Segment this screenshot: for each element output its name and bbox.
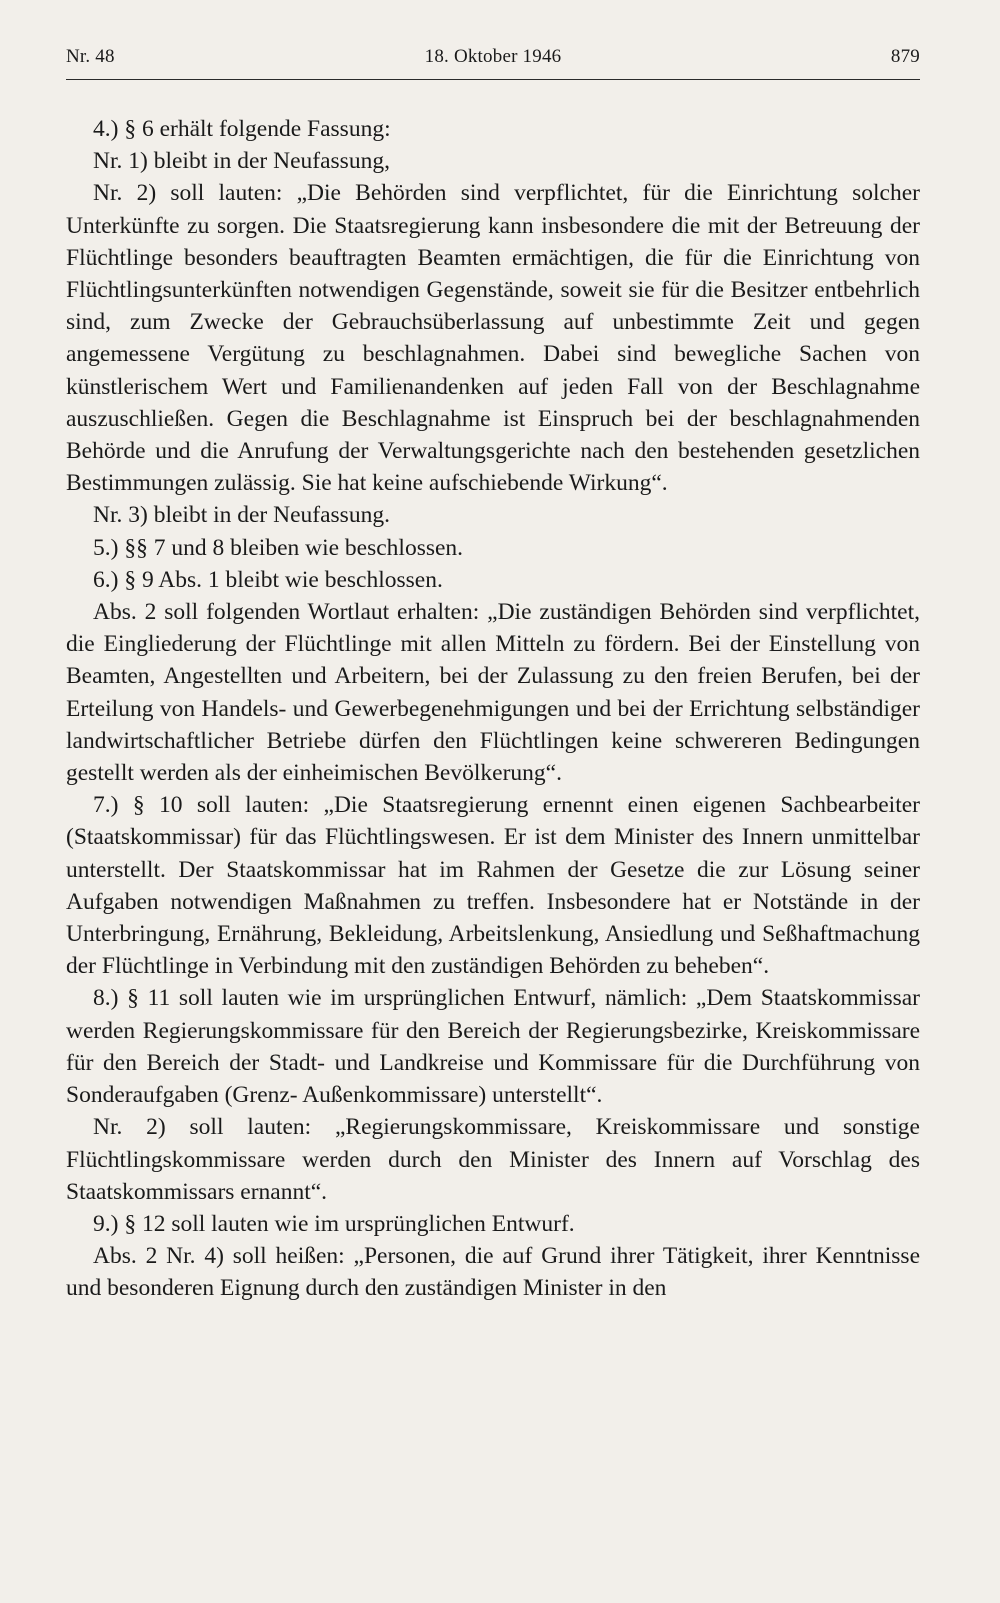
paragraph-6: 6.) § 9 Abs. 1 bleibt wie beschlossen. <box>93 566 443 593</box>
body-text <box>66 113 920 1305</box>
running-header <box>66 46 920 78</box>
paragraph-7: 7.) § 10 soll lauten: „Die Staatsregierung ernennt einen eigenen Sachbearbeiter (Staatskommissar) für das Flüchtlingswesen. Er ist dem Minister des Innern unmittelbar unterstellt. Der Staatskommissar hat im Rahmen der Gesetze die zur Lösung seiner Aufgaben notwendigen Maßnahmen zu treffen. Insbesondere hat er Notstände in der Unterbringung, Ernährung, Bekleidung, Arbeitslenkung, Ansiedlung und Seßhaftmachung der Flüchtlinge in Verbindung mit den zuständigen Behörden zu beheben“. <box>66 792 920 980</box>
paragraph-5: 5.) §§ 7 und 8 bleiben wie beschlossen. <box>93 534 464 561</box>
paragraph-6-abs2: Abs. 2 soll folgenden Wortlaut erhalten: „Die zuständigen Behörden sind verpflichtet, die Eingliederung der Flüchtlinge mit allen Mitteln zu fördern. Bei der Einstellung von Beamten, Angestellten und Arbeitern, bei der Zulassung zu den freien Berufen, bei der Erteilung von Handels- und Gewerbegenehmigungen und bei der Errichtung selbständiger landwirtschaftlicher Betriebe dürfen den Flüchtlingen keine schwereren Bedingungen gestellt werden als der einheimischen Bevölkerung“. <box>66 599 920 787</box>
paragraph-8-nr2: Nr. 2) soll lauten: „Regierungskommissare, Kreiskommissare und sonstige Flüchtlingskommissare werden durch den Minister des Innern auf Vorschlag des Staatskommissars ernannt“. <box>66 1114 920 1205</box>
header-rule <box>66 79 920 80</box>
paragraph-9-abs2: Abs. 2 Nr. 4) soll heißen: „Personen, die auf Grund ihrer Tätigkeit, ihrer Kenntnisse und besonderen Eignung durch den zuständigen Minister in den <box>66 1243 920 1302</box>
paragraph-4: 4.) § 6 erhält folgende Fassung: <box>93 116 391 142</box>
paragraph-9: 9.) § 12 soll lauten wie im ursprünglichen Entwurf. <box>93 1210 575 1237</box>
issue-number: Nr. 48 <box>66 46 115 67</box>
issue-date: 18. Oktober 1946 <box>424 46 562 67</box>
paragraph-4-nr2: Nr. 2) soll lauten: „Die Behörden sind verpflichtet, für die Einrichtung solcher Unterkünfte zu sorgen. Die Staatsregierung kann insbesondere die mit der Betreuung der Flüchtlinge besonders beauftragten Beamten ermächtigen, die für die Einrichtung von Flüchtlingsunterkünften notwendigen Gegenstände, soweit sie für die Besitzer entbehrlich sind, zum Zwecke der Gebrauchsüberlassung auf unbestimmte Zeit und gegen angemessene Vergütung zu beschlagnahmen. Dabei sind bewegliche Sachen von künstlerischem Wert und Familienandenken auf jeden Fall von der Beschlagnahme auszuschließen. Gegen die Beschlagnahme ist Einspruch bei der beschlagnahmenden Behörde und die Anrufung der Verwaltungsgerichte nach den bestehenden gesetzlichen Bestimmungen zulässig. Sie hat keine aufschiebende Wirkung“. <box>66 180 920 497</box>
page-number: 879 <box>890 46 920 67</box>
paragraph-4-nr1: Nr. 1) bleibt in der Neufassung, <box>93 148 390 175</box>
paragraph-8: 8.) § 11 soll lauten wie im ursprünglichen Entwurf, nämlich: „Dem Staatskommissar werden Regierungskommissare für den Bereich der Regierungsbezirke, Kreiskommissare für den Bereich der Stadt- und Landkreise und Kommissare für die Durchführung von Sonderaufgaben (Grenz- Außenkommissare) unterstellt“. <box>66 985 920 1109</box>
paragraph-4-nr3: Nr. 3) bleibt in der Neufassung. <box>93 502 390 529</box>
document-page <box>66 0 920 1603</box>
